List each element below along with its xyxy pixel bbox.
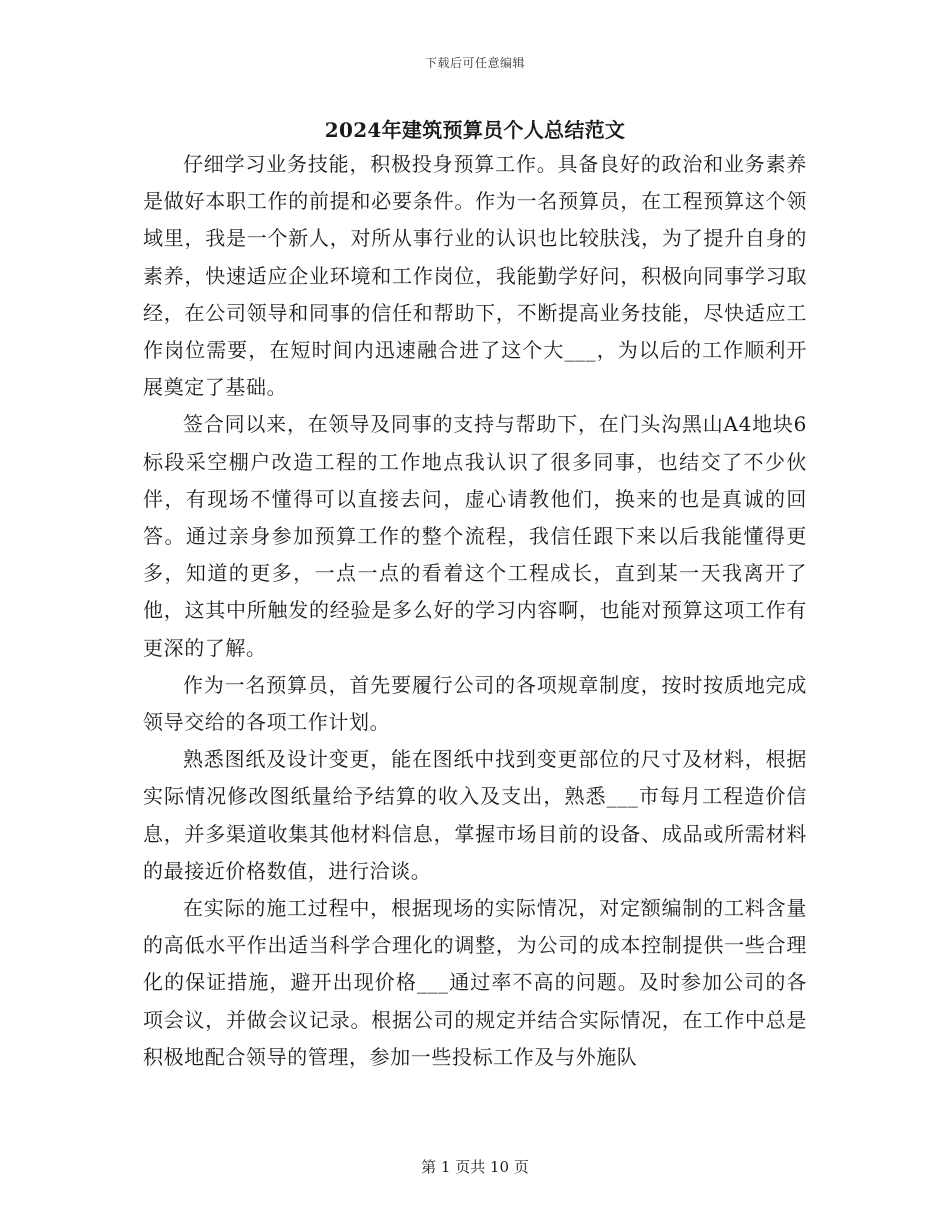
document-title: 2024年建筑预算员个人总结范文	[324, 118, 626, 142]
document-body	[143, 146, 807, 1076]
paragraph: 熟悉图纸及设计变更，能在图纸中找到变更部位的尺寸及材料，根据实际情况修改图纸量给予结算的收入及支出，熟悉___市每月工程造价信息，并多渠道收集其他材料信息，掌握市场目前的设备、成品或所需材料的最接近价格数值，进行洽谈。	[143, 747, 807, 883]
paragraph: 签合同以来，在领导及同事的支持与帮助下，在门头沟黑山A4地块6标段采空棚户改造工程的工作地点我认识了很多同事，也结交了不少伙伴，有现场不懂得可以直接去问，虚心请教他们，换来的也是真诚的回答。通过亲身参加预算工作的整个流程，我信任跟下来以后我能懂得更多，知道的更多，一点一点的看着这个工程成长，直到某一天我离开了他，这其中所触发的经验是多么好的学习内容啊，也能对预算这项工作有更深的了解。	[143, 412, 807, 660]
paragraph: 仔细学习业务技能，积极投身预算工作。具备良好的政治和业务素养是做好本职工作的前提和必要条件。作为一名预算员，在工程预算这个领域里，我是一个新人，对所从事行业的认识也比较肤浅，为了提升自身的素养，快速适应企业环境和工作岗位，我能勤学好问，积极向同事学习取经，在公司领导和同事的信任和帮助下，不断提高业务技能，尽快适应工作岗位需要，在短时间内迅速融合进了这个大___，为以后的工作顺利开展奠定了基础。	[143, 152, 807, 400]
paragraph: 在实际的施工过程中，根据现场的实际情况，对定额编制的工料含量的高低水平作出适当科学合理化的调整，为公司的成本控制提供一些合理化的保证措施，避开出现价格___通过率不高的问题。及时参加公司的各项会议，并做会议记录。根据公司的规定并结合实际情况，在工作中总是积极地配合领导的管理，参加一些投标工作及与外施队	[143, 896, 807, 1069]
paragraph: 作为一名预算员，首先要履行公司的各项规章制度，按时按质地完成领导交给的各项工作计划。	[143, 672, 807, 735]
page-number: 第 1 页共 10 页	[421, 1158, 529, 1176]
header-note: 下载后可任意编辑	[424, 56, 525, 70]
